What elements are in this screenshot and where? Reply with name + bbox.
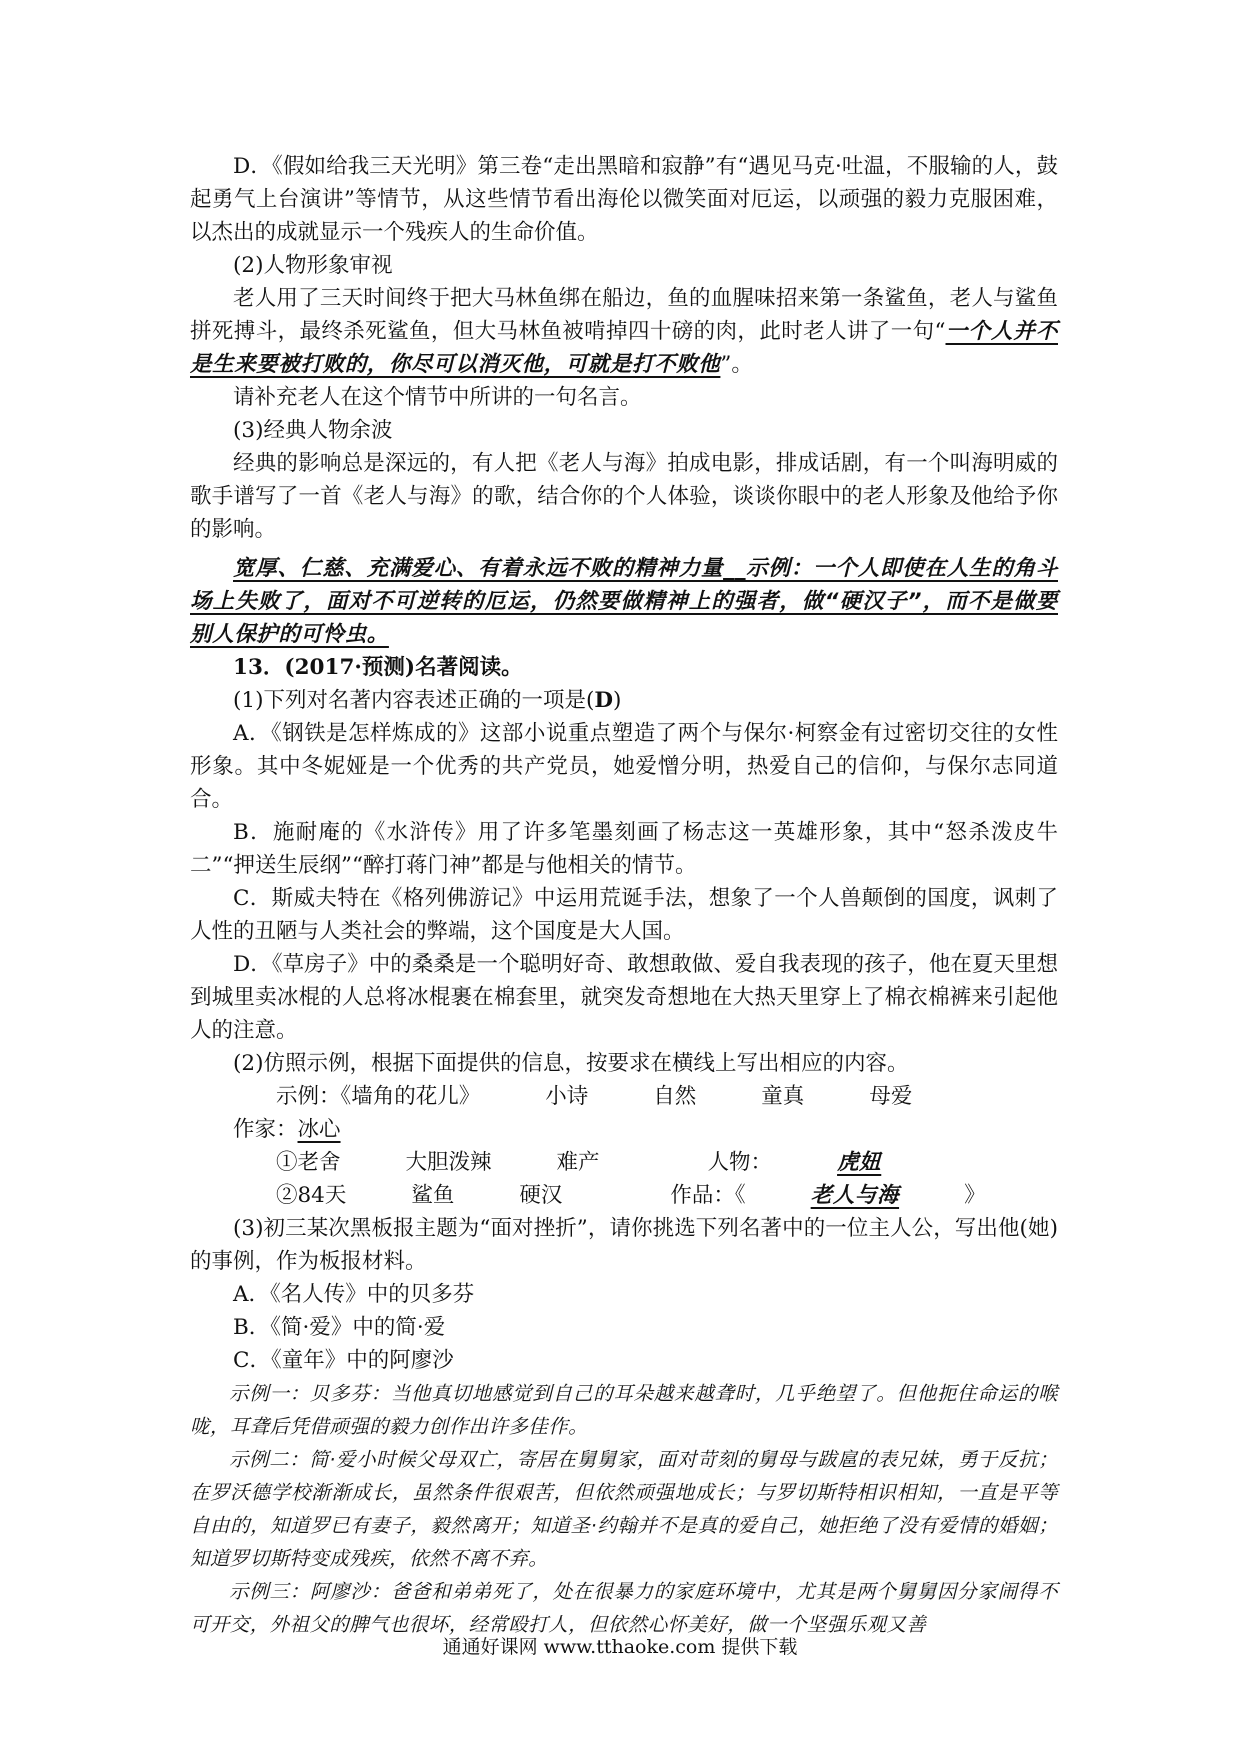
item-1-answer: 虎妞 bbox=[837, 1150, 882, 1175]
author-answer: 冰心 bbox=[297, 1117, 341, 1142]
section-2-answer: 一个人并不是生来要被打败的，你尽可以消灭他，可就是打不败他 bbox=[190, 319, 1058, 377]
item-1-row: ①老舍 大胆泼辣 难产 人物： 虎妞 bbox=[190, 1146, 1058, 1179]
choice-b: B．《简·爱》中的简·爱 bbox=[233, 1315, 446, 1340]
section-2-question: 请补充老人在这个情节中所讲的一句名言。 bbox=[233, 385, 642, 410]
question-13-2: (2)仿照示例，根据下面提供的信息，按要求在横线上写出相应的内容。 bbox=[233, 1051, 909, 1076]
example-2: 示例二：简·爱小时候父母双亡，寄居在舅舅家，面对苛刻的舅母与跋扈的表兄妹，勇于反抗；在罗沃德学校渐渐成长，虽然条件很艰苦，但依然顽强地成长；与罗切斯特相识相知，一直是平等自由的，知道罗已有妻子，毅然离开；知道圣·约翰并不是真的爱自己，她拒绝了没有爱情的婚姻；知道罗切斯特变成残疾，依然不离不弃。 bbox=[190, 1448, 1058, 1570]
choice-c: C．《童年》中的阿廖沙 bbox=[233, 1348, 454, 1373]
choice-a: A．《名人传》中的贝多芬 bbox=[233, 1282, 475, 1307]
section-2-text: 老人用了三天时间终于把大马林鱼绑在船边，鱼的血腥味招来第一条鲨鱼，老人与鲨鱼拼死搏斗，最终杀死鲨鱼，但大马林鱼被啃掉四十磅的肉，此时老人讲了一句“一个人并不是生来要被打败的，你尽可以消灭他，可就是打不败他”。 bbox=[190, 286, 1058, 377]
page-footer: 通通好课网 www.tthaoke.com 提供下载 bbox=[442, 1636, 798, 1658]
sample-row: 示例：《墙角的花儿》 小诗 自然 童真 母爱 bbox=[276, 1084, 913, 1109]
option-d-text: D．《假如给我三天光明》第三卷“走出黑暗和寂静”有“遇见马克·吐温，不服输的人，鼓起勇气上台演讲”等情节，从这些情节看出海伦以微笑面对厄运，以顽强的毅力克服困难，以杰出的成就显示一个残疾人的生命价值。 bbox=[190, 154, 1058, 245]
option-b: B．施耐庵的《水浒传》用了许多笔墨刻画了杨志这一英雄形象，其中“怒杀泼皮牛二”“押送生辰纲”“醉打蒋门神”都是与他相关的情节。 bbox=[190, 820, 1058, 878]
section-3-title: (3)经典人物余波 bbox=[233, 418, 393, 443]
option-a: A．《钢铁是怎样炼成的》这部小说重点塑造了两个与保尔·柯察金有过密切交往的女性形象。其中冬妮娅是一个优秀的共产党员，她爱憎分明，热爱自己的信仰，与保尔志同道合。 bbox=[190, 721, 1058, 812]
example-1: 示例一：贝多芬：当他真切地感觉到自己的耳朵越来越聋时，几乎绝望了。但他扼住命运的喉咙，耳聋后凭借顽强的毅力创作出许多佳作。 bbox=[190, 1382, 1058, 1438]
section-3-answer-para bbox=[190, 552, 1058, 651]
question-13-title: 13．(2017·预测)名著阅读。 bbox=[233, 655, 523, 680]
question-13-3: (3)初三某次黑板报主题为“面对挫折”，请你挑选下列名著中的一位主人公，写出他(她)的事例，作为板报材料。 bbox=[190, 1216, 1058, 1274]
example-3: 示例三：阿廖沙：爸爸和弟弟死了，处在很暴力的家庭环境中，尤其是两个舅舅因分家闹得不可开交，外祖父的脾气也很坏，经常殴打人，但依然心怀美好，做一个坚强乐观又善 bbox=[190, 1580, 1058, 1636]
section-3-answer: 宽厚、仁慈、充满爱心、有着永远不败的精神力量__示例：一个人即使在人生的角斗场上失败了，面对不可逆转的厄运，仍然要做精神上的强者，做“硬汉子”，而不是做要别人保护的可怜虫。 bbox=[190, 556, 1058, 647]
option-c: C．斯威夫特在《格列佛游记》中运用荒诞手法，想象了一个人兽颠倒的国度，讽刺了人性的丑陋与人类社会的弊端，这个国度是大人国。 bbox=[190, 886, 1058, 944]
question-13-1-answer: D bbox=[594, 688, 614, 713]
section-2-title: (2)人物形象审视 bbox=[233, 253, 393, 278]
section-3-text: 经典的影响总是深远的，有人把《老人与海》拍成电影，排成话剧，有一个叫海明威的歌手谱写了一首《老人与海》的歌，结合你的个人体验，谈谈你眼中的老人形象及他给予你的影响。 bbox=[190, 451, 1058, 542]
option-d: D．《草房子》中的桑桑是一个聪明好奇、敢想敢做、爱自我表现的孩子，他在夏天里想到城里卖冰棍的人总将冰棍裹在棉套里，就突发奇想地在大热天里穿上了棉衣棉裤来引起他人的注意。 bbox=[190, 952, 1058, 1043]
passage-top bbox=[190, 150, 1058, 1641]
item-2-answer: 老人与海 bbox=[810, 1183, 900, 1208]
question-13-1: (1)下列对名著内容表述正确的一项是(D) bbox=[233, 688, 622, 713]
item-2-row: ②84天 鲨鱼 硬汉 作品：《 老人与海 》 bbox=[190, 1179, 1058, 1212]
author-row: 作家：冰心 bbox=[233, 1117, 341, 1142]
